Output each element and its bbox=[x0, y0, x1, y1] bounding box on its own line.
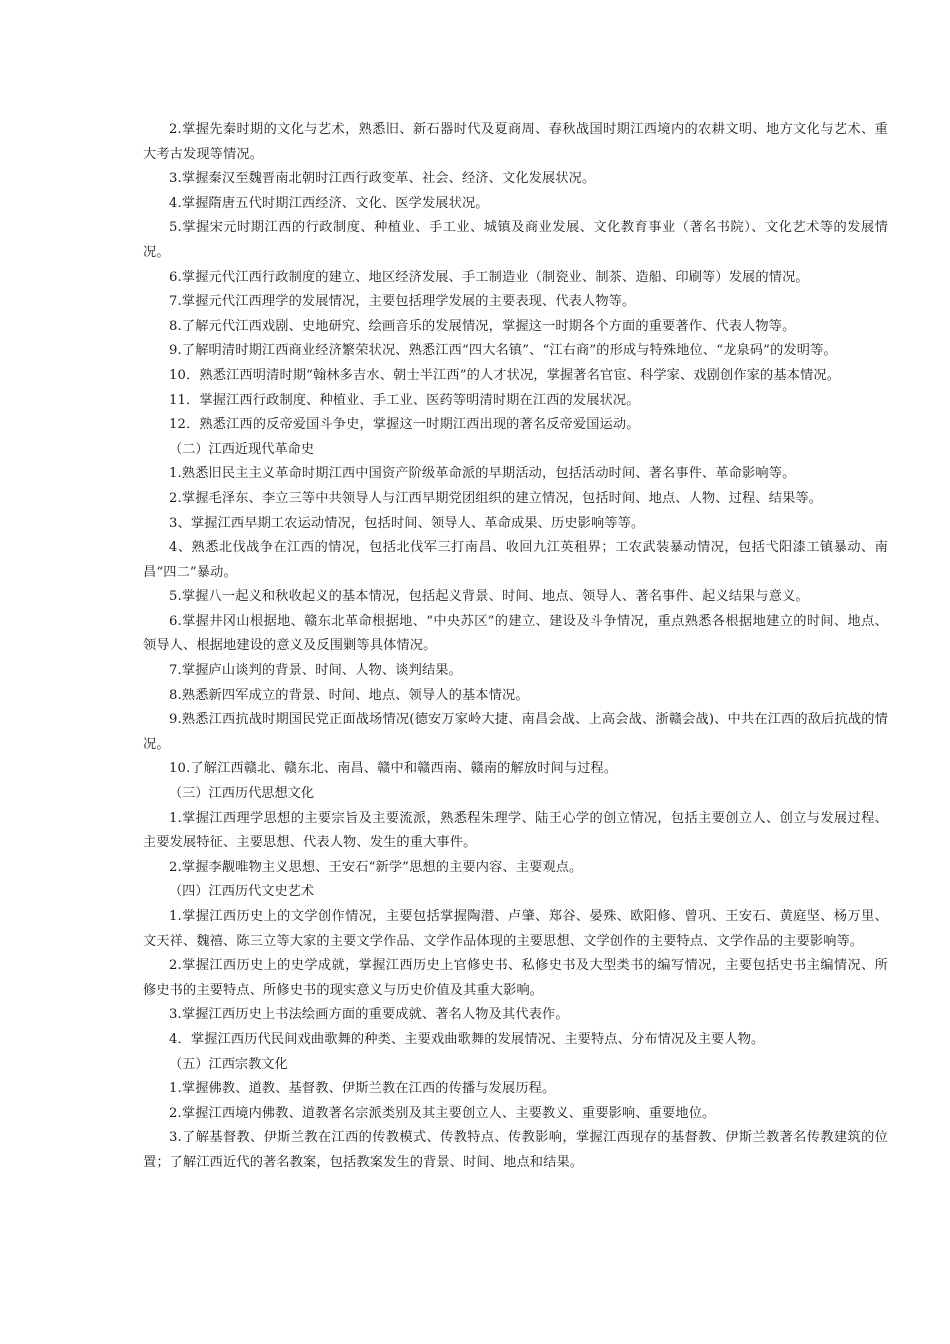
paragraph: 4．掌握江西历代民间戏曲歌舞的种类、主要戏曲歌舞的发展情况、主要特点、分布情况及主要人物。 bbox=[169, 1031, 765, 1047]
section-heading: （二）江西近现代革命史 bbox=[169, 441, 315, 457]
paragraph: 10．熟悉江西明清时期“翰林多吉水、朝士半江西”的人才状况，掌握著名官宦、科学家、戏剧创作家的基本情况。 bbox=[169, 367, 841, 383]
paragraph: 7.掌握元代江西理学的发展情况，主要包括理学发展的主要表现、代表人物等。 bbox=[169, 294, 636, 310]
paragraph: 5.掌握八一起义和秋收起义的基本情况，包括起义背景、时间、地点、领导人、著名事件、起义结果与意义。 bbox=[169, 589, 809, 605]
paragraph: 9.熟悉江西抗战时期国民党正面战场情况(德安万家岭大捷、南昌会战、上高会战、浙赣会战)、中共在江西的敌后抗战的情况。 bbox=[143, 712, 888, 752]
paragraph: 11．掌握江西行政制度、种植业、手工业、医药等明清时期在江西的发展状况。 bbox=[169, 392, 640, 408]
paragraph: 1.掌握江西历史上的文学创作情况，主要包括掌握陶潜、卢肇、郑谷、晏殊、欧阳修、曾巩、王安石、黄庭坚、杨万里、文天祥、魏禧、陈三立等大家的主要文学作品、文学作品体现的主要思想、文学创作的主要特点、文学作品的主要影响等。 bbox=[143, 909, 888, 949]
paragraph: 6.掌握元代江西行政制度的建立、地区经济发展、手工制造业（制瓷业、制茶、造船、印刷等）发展的情况。 bbox=[169, 269, 809, 285]
paragraph: 3.了解基督教、伊斯兰教在江西的传教模式、传教特点、传教影响，掌握江西现存的基督教、伊斯兰教著名传教建筑的位置；了解江西近代的著名教案，包括教案发生的背景、时间、地点和结果。 bbox=[143, 1130, 888, 1170]
paragraph: 12．熟悉江西的反帝爱国斗争史，掌握这一时期江西出现的著名反帝爱国运动。 bbox=[169, 417, 640, 433]
paragraph: 3.掌握秦汉至魏晋南北朝时江西行政变革、社会、经济、文化发展状况。 bbox=[169, 171, 596, 187]
paragraph: 3.掌握江西历史上书法绘画方面的重要成就、著名人物及其代表作。 bbox=[169, 1007, 569, 1023]
paragraph: 9.了解明清时期江西商业经济繁荣状况、熟悉江西“四大名镇”、“江右商”的形成与特殊地位、“龙泉码”的发明等。 bbox=[169, 343, 837, 359]
paragraph: 4、熟悉北伐战争在江西的情况，包括北伐军三打南昌、收回九江英租界；工农武装暴动情况，包括弋阳漆工镇暴动、南昌“四二”暴动。 bbox=[143, 540, 888, 580]
section-heading: （四）江西历代文史艺术 bbox=[169, 884, 315, 900]
paragraph: 1.掌握江西理学思想的主要宗旨及主要流派，熟悉程朱理学、陆王心学的创立情况，包括主要创立人、创立与发展过程、主要发展特征、主要思想、代表人物、发生的重大事件。 bbox=[143, 810, 888, 851]
section-heading: （三）江西历代思想文化 bbox=[169, 786, 315, 802]
paragraph: 2.掌握毛泽东、李立三等中共领导人与江西早期党团组织的建立情况，包括时间、地点、人物、过程、结果等。 bbox=[169, 490, 823, 506]
paragraph: 5.掌握宋元时期江西的行政制度、种植业、手工业、城镇及商业发展、文化教育事业（著名书院）、文化艺术等的发展情况。 bbox=[143, 220, 888, 260]
paragraph: 7.掌握庐山谈判的背景、时间、人物、谈判结果。 bbox=[169, 663, 462, 679]
document-body bbox=[143, 118, 888, 1176]
document-page bbox=[143, 118, 888, 1176]
paragraph: 8.了解元代江西戏剧、史地研究、绘画音乐的发展情况，掌握这一时期各个方面的重要著作、代表人物等。 bbox=[169, 318, 796, 334]
paragraph: 2.掌握李觏唯物主义思想、王安石“新学”思想的主要内容、主要观点。 bbox=[169, 859, 583, 875]
paragraph: 6.掌握井冈山根据地、赣东北革命根据地、“中央苏区”的建立、建设及斗争情况，重点熟悉各根据地建立的时间、地点、领导人、根据地建设的意义及反围剿等具体情况。 bbox=[143, 613, 888, 654]
section-heading: （五）江西宗教文化 bbox=[169, 1056, 288, 1072]
paragraph: 2.掌握先秦时期的文化与艺术，熟悉旧、新石器时代及夏商周、春秋战国时期江西境内的农耕文明、地方文化与艺术、重大考古发现等情况。 bbox=[143, 122, 888, 162]
paragraph: 1.熟悉旧民主主义革命时期江西中国资产阶级革命派的早期活动，包括活动时间、著名事件、革命影响等。 bbox=[169, 466, 796, 482]
paragraph: 1.掌握佛教、道教、基督教、伊斯兰教在江西的传播与发展历程。 bbox=[169, 1081, 556, 1097]
paragraph: 2.掌握江西境内佛教、道教著名宗派类别及其主要创立人、主要教义、重要影响、重要地位。 bbox=[169, 1105, 716, 1121]
paragraph: 3、掌握江西早期工农运动情况，包括时间、领导人、革命成果、历史影响等等。 bbox=[169, 515, 645, 531]
paragraph: 10.了解江西赣北、赣东北、南昌、赣中和赣西南、赣南的解放时间与过程。 bbox=[169, 761, 618, 777]
paragraph: 2.掌握江西历史上的史学成就，掌握江西历史上官修史书、私修史书及大型类书的编写情况，主要包括史书主编情况、所修史书的主要特点、所修史书的现实意义与历史价值及其重大影响。 bbox=[143, 958, 888, 998]
paragraph: 4.掌握隋唐五代时期江西经济、文化、医学发展状况。 bbox=[169, 195, 489, 211]
paragraph: 8.熟悉新四军成立的背景、时间、地点、领导人的基本情况。 bbox=[169, 687, 529, 703]
